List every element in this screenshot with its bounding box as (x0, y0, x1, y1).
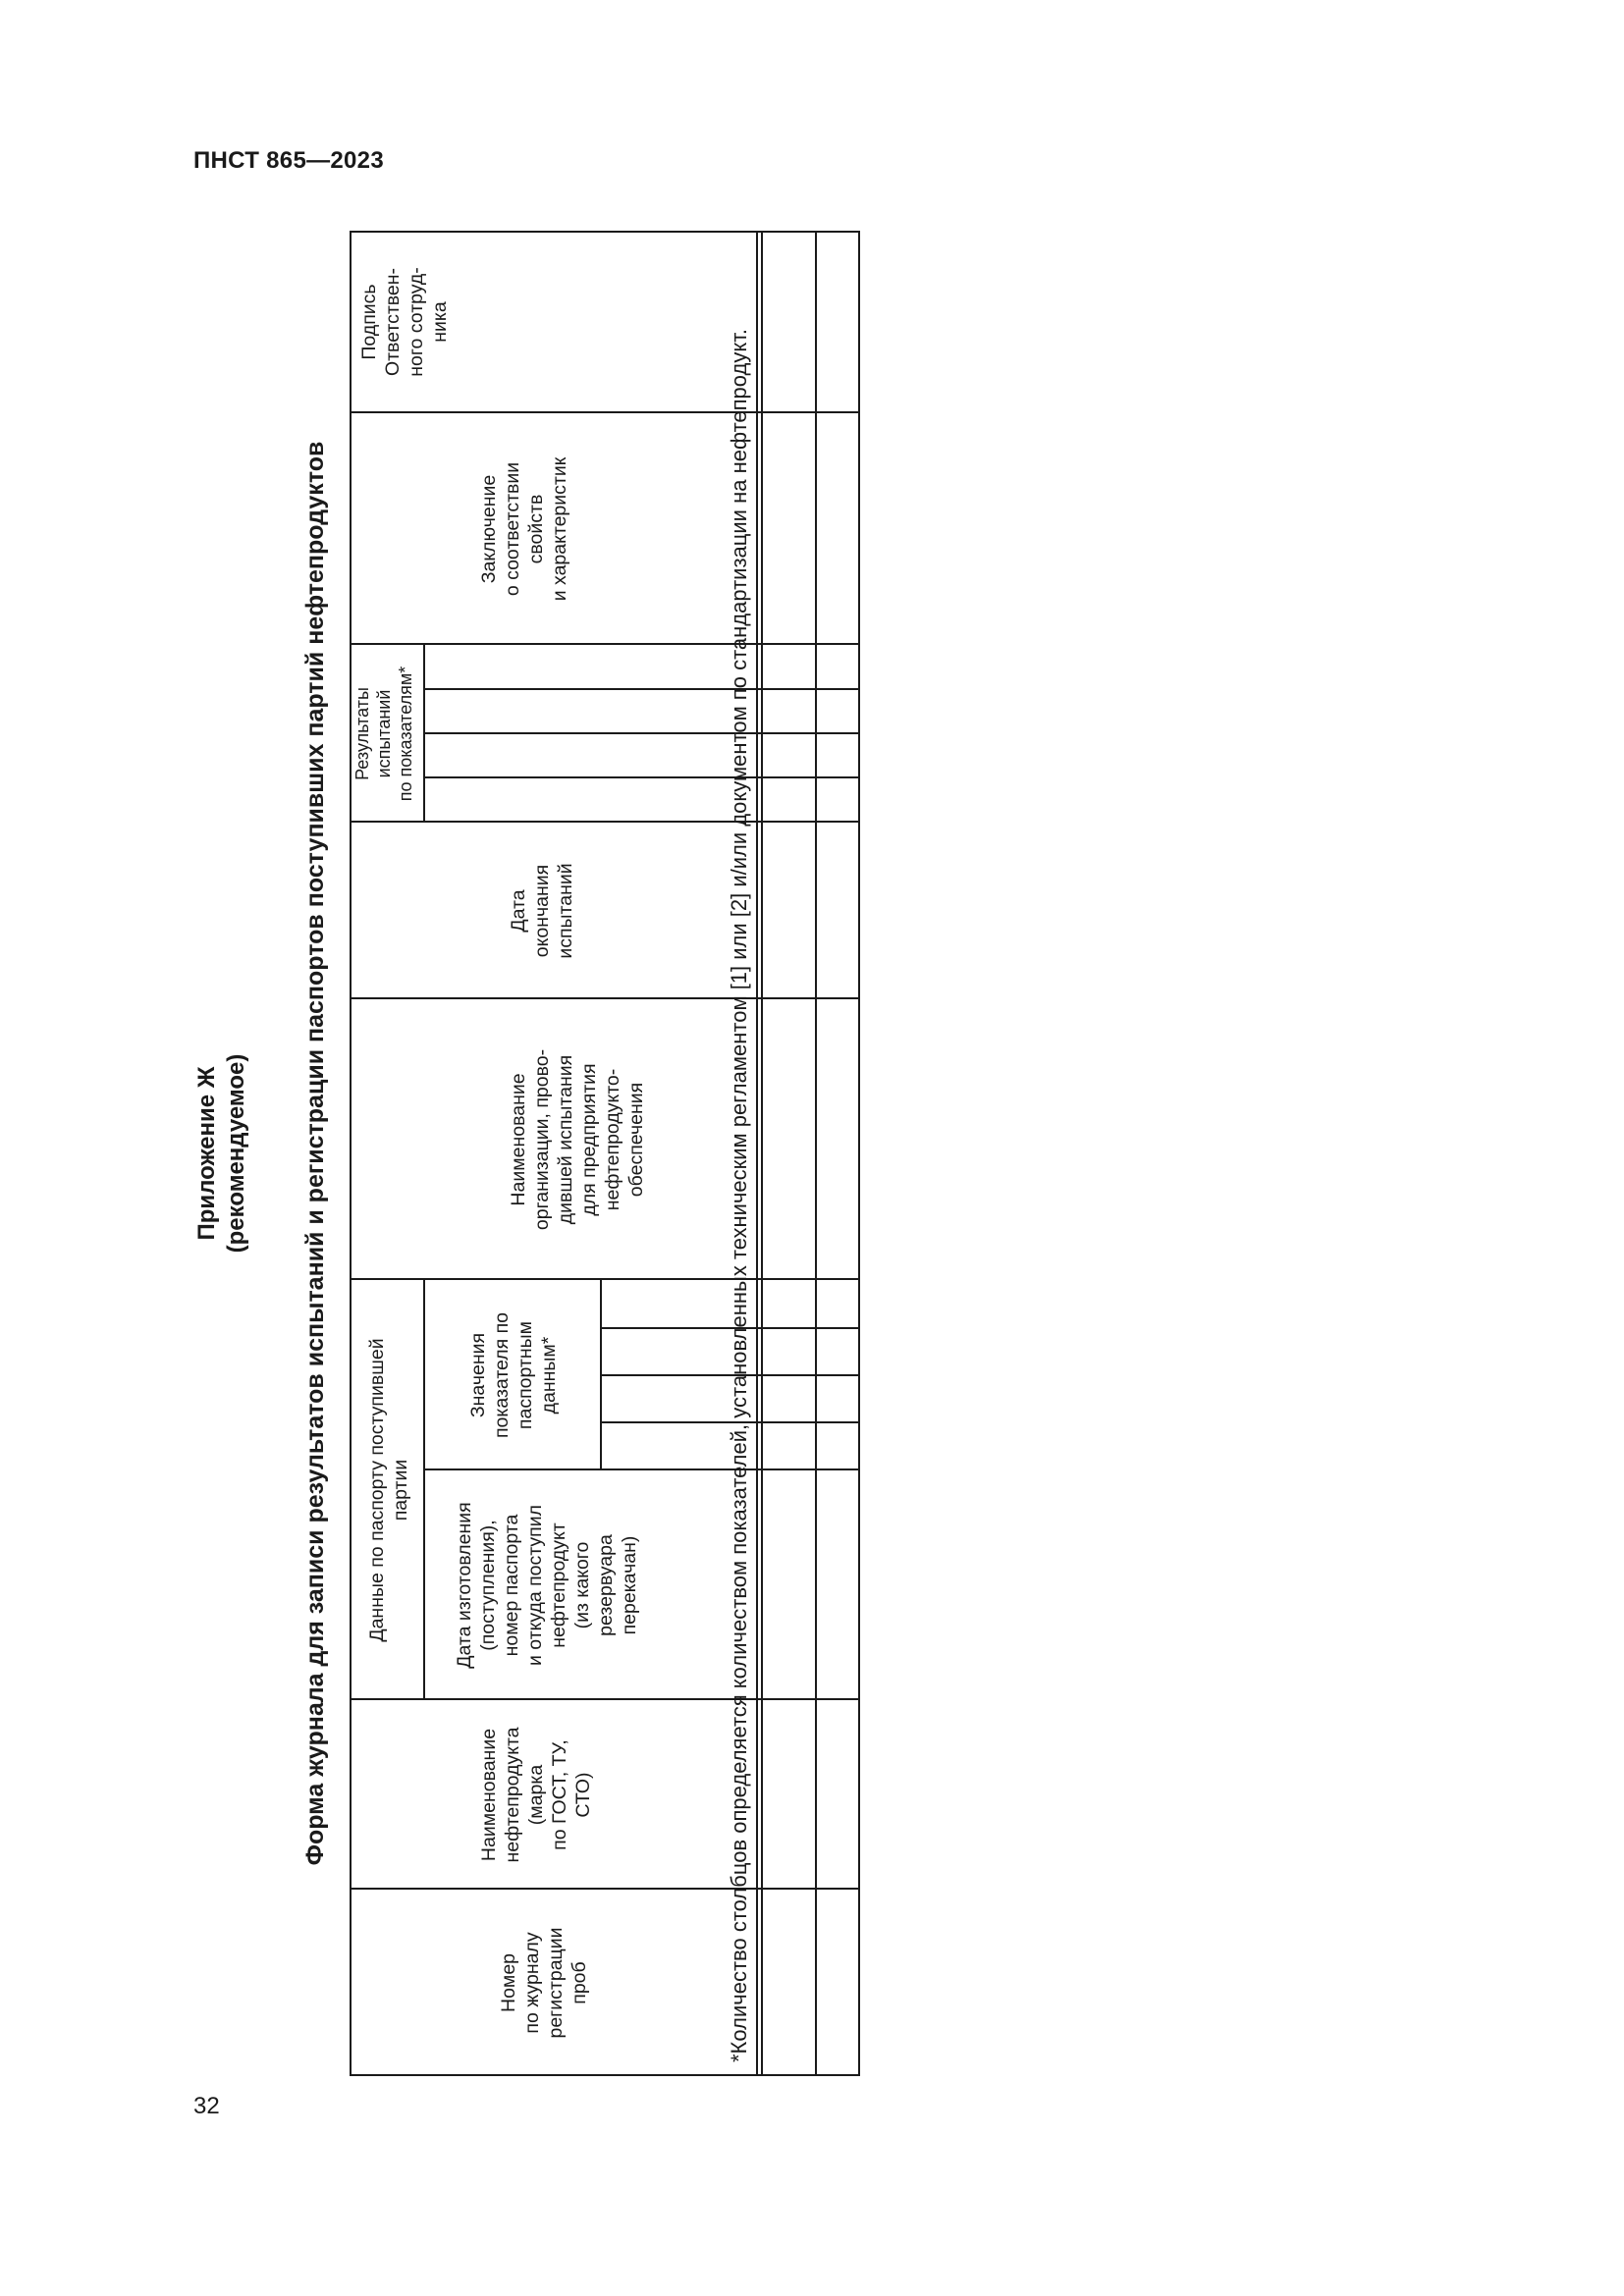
subcell-divider (423, 732, 860, 734)
appendix-status: (рекомендуемое) (223, 1053, 249, 1254)
page-number: 32 (193, 2093, 220, 2119)
header-group-passport-data: Данные по паспорту поступившей партии (366, 1338, 411, 1642)
header-col-testing-organization: Наименование организации, прово- дившей испытания для предприятия нефтепродукто- обеспечения (508, 1048, 647, 1231)
header-col-signature: Подпись Ответствен- ного сотруд- ника (358, 267, 451, 377)
table-footnote: *Количество столбцов определяется количеством показателей, установленных техническим регламентом [1] или [2] и/или документом по стандартизации на нефтепродукт. (727, 328, 751, 2062)
header-body-divider (761, 231, 763, 2076)
header-col-test-end-date: Дата окончания испытаний (508, 863, 576, 959)
header-col-manufacture-date: Дата изготовления (поступления), номер паспорта и откуда поступил нефтепродукт (из какого резервуара перекачан) (454, 1502, 640, 1669)
rotated-appendix-content (192, 231, 860, 2076)
body-row-divider (815, 231, 817, 2076)
header-col-test-results: Результаты испытаний по показателям* (352, 666, 415, 802)
header-body-divider (756, 231, 758, 2076)
header-col-sample-number: Номер по журналу регистрации проб (498, 1927, 590, 2039)
header-col-conclusion: Заключение о соответствии свойств и характеристик (478, 456, 570, 602)
journal-form-table (350, 231, 860, 2076)
header-col-product-name: Наименование нефтепродукта (марка по ГОСТ, ТУ, СТО) (478, 1727, 594, 1863)
subcell-divider (423, 776, 860, 778)
form-title: Форма журнала для записи результатов испытаний и регистрации паспортов поступивших партий нефтепродуктов (301, 441, 329, 1866)
appendix-title: Приложение Ж (193, 1066, 220, 1241)
document-code: ПНСТ 865—2023 (193, 147, 384, 174)
header-col-passport-values: Значения показателя по паспортным данным* (467, 1311, 560, 1439)
subcell-divider (423, 688, 860, 690)
